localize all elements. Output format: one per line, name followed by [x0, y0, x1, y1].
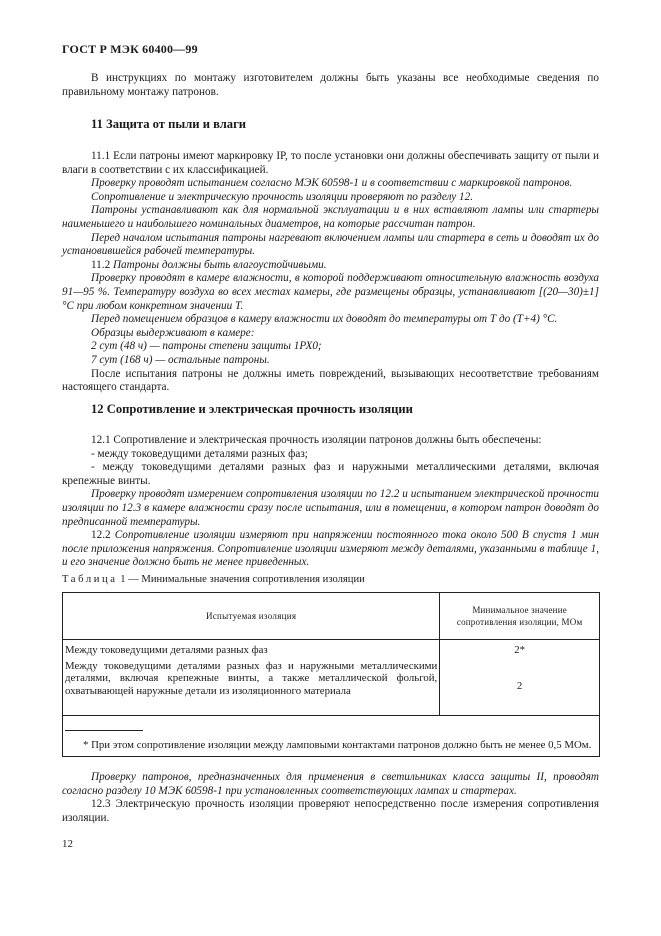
page-number: 12 — [62, 838, 73, 850]
paragraph-12-2 — [62, 529, 599, 570]
table-caption-word: Таблица — [62, 574, 118, 585]
insulation-table — [62, 592, 600, 757]
paragraph: 12.3 Электрическую прочность изоляции проверяют непосредственно после измерения сопротивления изоляции. — [62, 798, 599, 824]
paragraph: Патроны устанавливают как для нормальной эксплуатации и в них вставляют лампы или стартеры наименьшего и наибольшего номинальных диаметров, на которые рассчитан патрон. — [62, 204, 599, 230]
table-cell: 2* — [440, 640, 600, 657]
paragraph: Сопротивление и электрическую прочность изоляции проверяют по разделу 12. — [91, 190, 474, 203]
list-item: - между токоведущими деталями разных фаз и наружными металлическими деталями, включая крепежные винты. — [62, 461, 599, 487]
clause-text: Сопротивление изоляции измеряют при напряжении постоянного тока около 500 В спустя 1 мин после приложения напряжения. Сопротивление изоляции измеряют между деталями, указанными в таблице 1, и его значение должно быть не менее приведенных. — [62, 529, 599, 569]
list-item: - между токоведущими деталями разных фаз; — [91, 447, 308, 460]
paragraph: Проверку проводят в камере влажности, в которой поддерживают относительную влажность воздуха 91—95 %. Температуру воздуха во всех местах камеры, где размещены образцы, устанавливают [(20—30)±1] °С при любом конкретном значении Т. — [62, 272, 599, 312]
clause-text: Патроны должны быть влагоустойчивыми. — [112, 258, 327, 271]
paragraph: Проверку патронов, предназначенных для применения в светильниках класса защиты II, проводят согласно разделу 10 МЭК 60598-1 при установленных соответствующих лампах и стартерах. — [62, 771, 599, 797]
paragraph: Проверку проводят измерением сопротивления изоляции по 12.2 и испытанием электрической прочности изоляции по 12.3 в камере влажности сразу после испытания, или в помещении, в котором патрон доводят до предписанной температуры. — [62, 488, 599, 528]
table-cell: Между токоведущими деталями разных фаз и наружными металлическими деталями, включая крепежные винты, а также металлической фольгой, охватывающей наружные детали из изоляционного материала — [63, 657, 440, 716]
table-footnote-row — [63, 716, 600, 757]
paragraph: 12.1 Сопротивление и электрическая прочность изоляции патронов должны быть обеспечены: — [91, 434, 542, 446]
table-header-cell: Испытуемая изоляция — [63, 593, 440, 640]
paragraph: После испытания патроны не должны иметь повреждений, вызывающих несоответствие требованиям настоящего стандарта. — [62, 367, 599, 394]
intro-paragraph: В инструкциях по монтажу изготовителем должны быть указаны все необходимые сведения по правильному монтажу патронов. — [62, 72, 599, 98]
table-row — [63, 640, 600, 657]
document-header: ГОСТ Р МЭК 60400—99 — [62, 42, 198, 56]
clause-number: 12.2 — [91, 529, 115, 542]
table-footnote-cell — [63, 716, 600, 757]
intro-block — [62, 72, 599, 99]
section-12-title: 12 Сопротивление и электрическая прочность изоляции — [91, 402, 413, 416]
table-header-row — [63, 593, 600, 640]
paragraph: Образцы выдерживают в камере: — [91, 326, 255, 339]
table-row — [63, 657, 600, 716]
section-12-body — [62, 434, 599, 570]
paragraph: Перед началом испытания патроны нагревают включением лампы или стартера в сеть и доводят их до установившейся рабочей температуры. — [62, 231, 599, 258]
paragraph: 2 сут (48 ч) — патроны степени защиты 1РХ0; — [91, 340, 322, 353]
paragraph: Перед помещением образцов в камеру влажности их доводят до температуры от Т до (Т+4) °С. — [91, 313, 558, 326]
footnote-divider — [65, 730, 143, 731]
section-11-body — [62, 150, 599, 395]
header-line: Минимальное значение — [472, 605, 567, 615]
table-footnote: * При этом сопротивление изоляции между ламповыми контактами патронов должно быть не менее 0,5 МОм. — [83, 739, 592, 752]
table-caption-text: 1 — Минимальные значения сопротивления изоляции — [117, 574, 365, 585]
paragraph-11-2 — [62, 259, 599, 273]
table-header-cell — [440, 593, 600, 640]
header-line: сопротивления изоляции, МОм — [456, 617, 583, 627]
paragraph: Проверку проводят испытанием согласно МЭК 60598-1 и в соответствии с маркировкой патронов. — [91, 177, 573, 190]
table-cell: 2 — [440, 657, 600, 716]
table-cell: Между токоведущими деталями разных фаз — [63, 640, 440, 657]
paragraph: 7 сут (168 ч) — остальные патроны. — [91, 353, 270, 366]
paragraph: 11.1 Если патроны имеют маркировку IP, то после установки они должны обеспечивать защиту от пыли и влаги в соответствии с их классификацией. — [62, 150, 599, 176]
after-table-block — [62, 771, 599, 825]
table-caption — [62, 573, 365, 587]
section-11-title: 11 Защита от пыли и влаги — [91, 117, 247, 131]
clause-number: 11.2 — [91, 258, 113, 271]
